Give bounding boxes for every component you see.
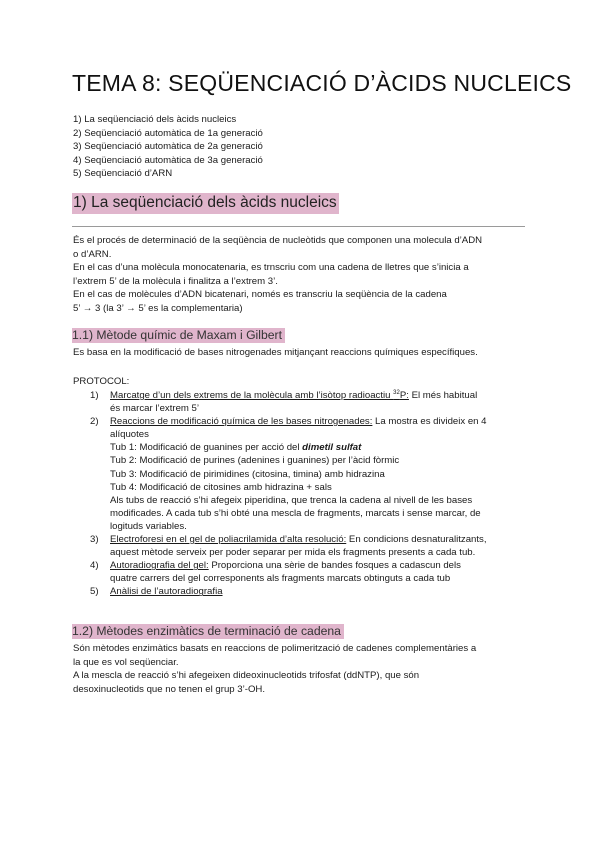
protocol-steps [90,389,530,599]
text-line: A la mescla de reacció s’hi afegeixen dideoxinucleotids trifosfat (ddNTP), que són [73,670,420,682]
step-text: El més habitual [408,390,478,401]
superscript: 32 [393,389,400,396]
protocol-step [90,559,530,585]
toc-item: 1) La seqüenciació dels àcids nucleics [73,114,237,125]
italic-term: dimetil sulfat [302,442,362,454]
protocol-step [90,533,530,559]
step-text: La mostra es divideix en 4 [372,416,487,428]
step-line: Als tubs de reacció s’hi afegeix piperidina, que trenca la cadena al nivell de les bases [110,494,473,506]
step-number: 5) [90,586,99,598]
toc-item: 3) Seqüenciació automàtica de 2a generació [73,141,263,153]
section-1-2-heading: 1.2) Mètodes enzimàtics de terminació de cadena [72,624,344,639]
step-title [110,390,409,401]
paragraph-line: o d’ARN. [73,248,112,260]
section-divider [72,226,525,227]
step-line: logituds variables. [110,520,187,532]
section-1-paragraph [73,234,528,316]
section-1-1-intro [73,346,531,360]
step-text: Proporciona una sèrie de bandes fosques a cadascun dels [208,560,461,572]
step-text: En condicions desnaturalitzants, [346,534,487,546]
step-line: alíquotes [110,429,149,441]
section-1-heading: 1) La seqüenciació dels àcids nucleics [72,193,339,214]
section-1-2-text [73,642,531,696]
step-number: 3) [90,534,99,546]
step-title: Electroforesi en el gel de poliacrilamida d’alta resolució: [110,534,347,546]
intro-line: Es basa en la modificació de bases nitrogenades mitjançant reaccions químiques específiques. [73,347,478,358]
step-line: quatre carrers del gel corresponents als fragments marcats obtinguts a cada tub [110,573,451,585]
step-line: és marcar l’extrem 5’ [110,403,200,415]
step-line: Tub 3: Modificació de pirimidines (citosina, timina) amb hidrazina [110,468,385,480]
section-1-1-heading: 1.1) Mètode químic de Maxam i Gilbert [72,328,285,343]
step-line: Tub 1: Modificació de guanines per acció del [110,442,303,454]
text-line: la que es vol seqüenciar. [73,656,179,668]
step-title-end: P: [399,390,409,401]
step-number: 1) [90,390,99,401]
protocol-step [90,585,530,598]
toc-item: 4) Seqüenciació automàtica de 3a generació [73,154,263,166]
text-line: desoxinucleotids que no tenen el grup 3’-OH. [73,683,265,695]
step-title: Reaccions de modificació química de les bases nitrogenades: [110,416,373,428]
step-line: modificades. A cada tub s’hi obté una mescla de fragments, marcats i sense marcar, de [110,507,481,519]
paragraph-line: l’extrem 5’ de la molècula i finalitza a l’extrem 3’. [73,275,278,287]
toc-item: 5) Seqüenciació d’ARN [73,168,173,180]
toc-item: 2) Seqüenciació automàtica de 1a generació [73,127,263,139]
protocol-step [90,389,530,415]
step-line: Tub 4: Modificació de citosines amb hidrazina + sals [110,481,332,493]
step-number: 4) [90,560,99,572]
paragraph-line: 5’ → 3 (la 3’ → 5’ es la complementaria) [73,302,243,314]
page-title: TEMA 8: SEQÜENCIACIÓ D’ÀCIDS NUCLEICS [72,70,572,96]
step-line: Tub 2: Modificació de purines (adenines i guanines) per l’àcid fòrmic [110,455,400,467]
step-number: 2) [90,416,99,428]
step-title: Anàlisi de l’autoradiografia [110,586,223,598]
text-line: Són mètodes enzimàtics basats en reaccions de polimerització de cadenes complementàries a [73,643,477,654]
paragraph-line: És el procés de determinació de la seqüència de nucleòtids que componen una molecula d’ADN [73,235,483,246]
protocol-step [90,415,530,533]
table-of-contents [73,113,263,181]
protocol-label: PROTOCOL: [73,376,130,387]
step-title-text: Marcatge d’un dels extrems de la molècula amb l’isòtop radioactiu [110,390,391,401]
step-title: Autoradiografia del gel: [110,560,209,572]
paragraph-line: En el cas d’una molècula monocatenaria, es trnscriu com una cadena de lletres que s’inicia a [73,262,469,274]
step-line: aquest mètode serveix per poder separar per mida els fragments presents a cada tub. [110,547,476,559]
paragraph-line: En el cas de molècules d’ADN bicatenari, només es transcriu la seqüència de la cadena [73,289,447,301]
